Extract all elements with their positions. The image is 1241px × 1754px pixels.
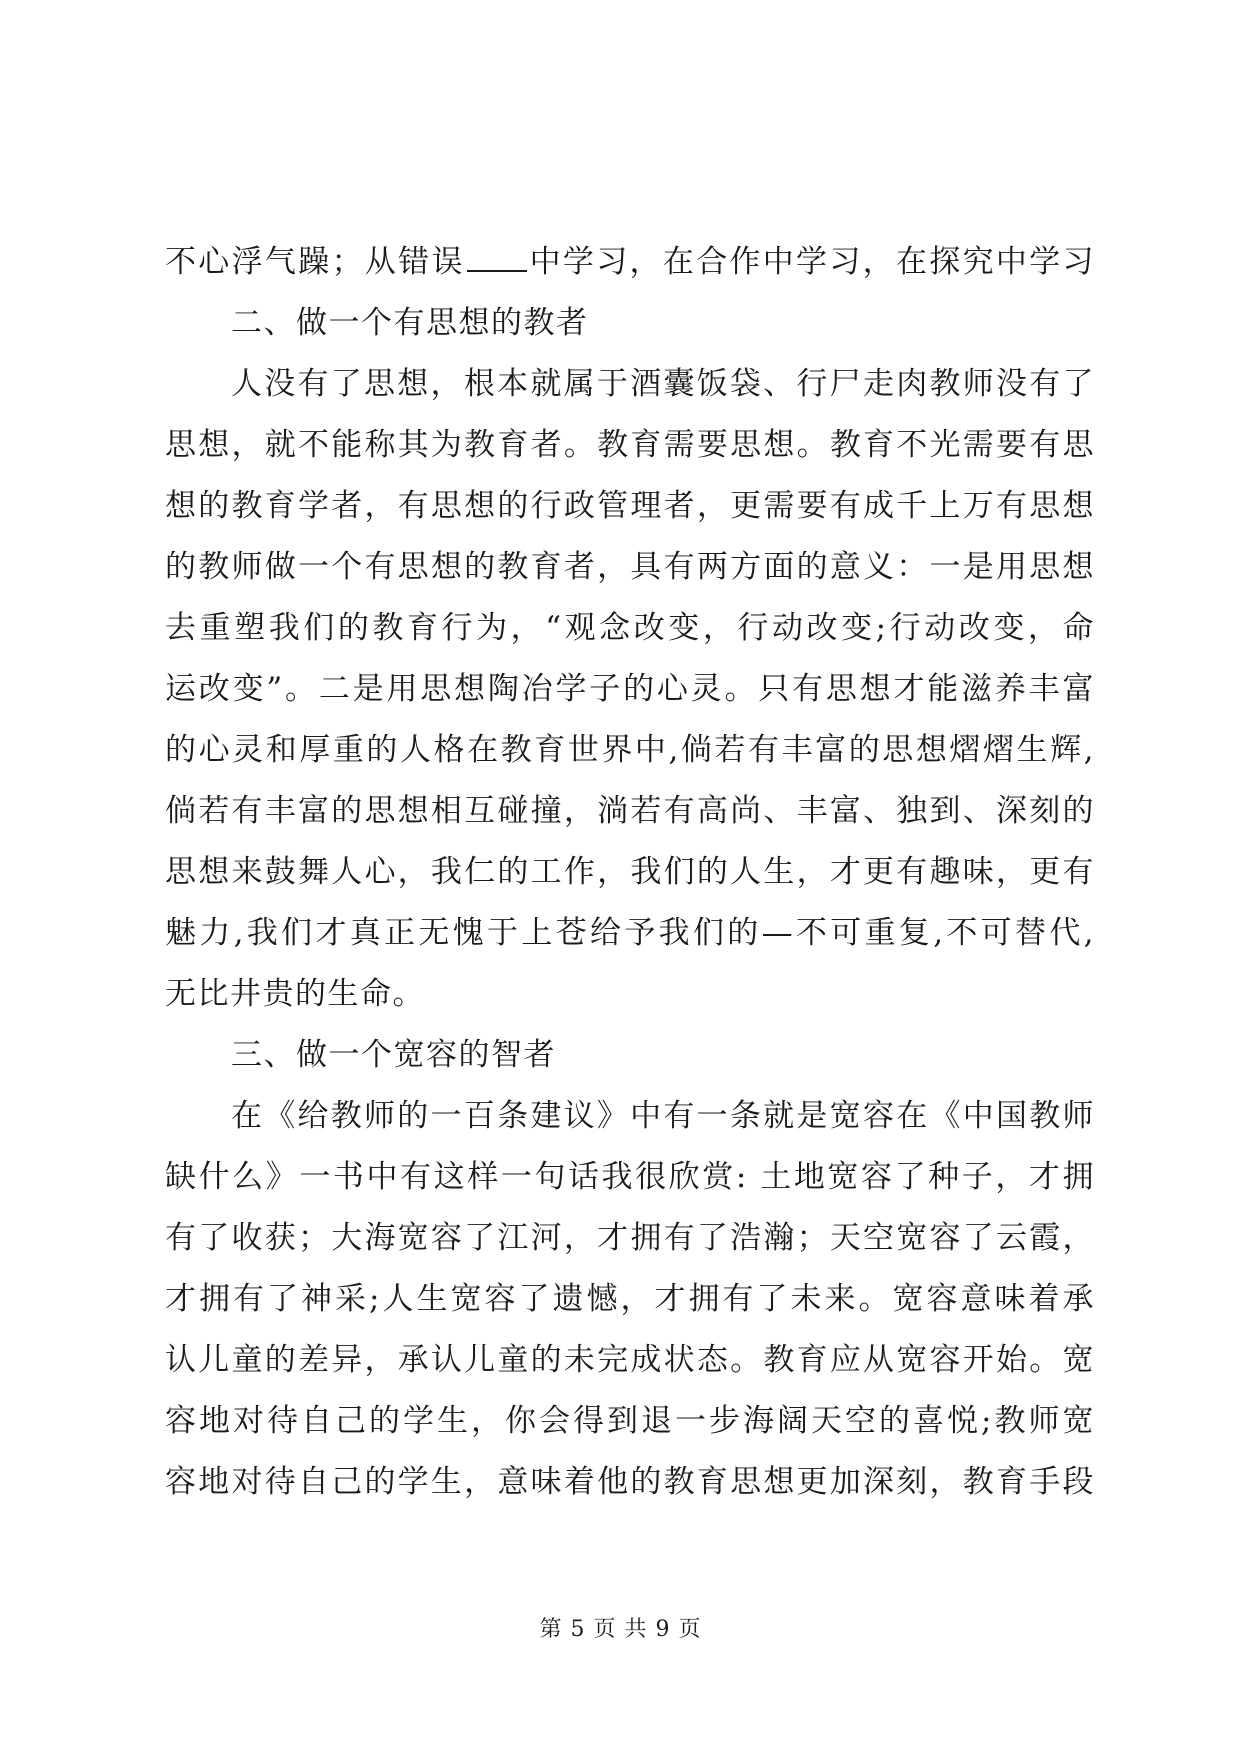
text-line-1-before-blank: 不心浮气躁；从错误 [165, 244, 465, 280]
paragraph-line: 去重塑我们的教育行为，“观念改变，行动改变;行动改变，命 [165, 610, 1095, 646]
text-line-1 [165, 232, 1095, 293]
paragraph-line: 想的教育学者，有思想的行政管理者，更需要有成千上万有思想 [165, 488, 1095, 524]
fill-in-blank [467, 248, 527, 272]
paragraph-line: 魅力,我们才真正无愧于上苍给予我们的—不可重复,不可替代, [165, 915, 1095, 951]
paragraph-line: 才拥有了神采;人生宽容了遗憾，才拥有了未来。宽容意味着承 [165, 1281, 1095, 1317]
paragraph-line: 思想来鼓舞人心，我仁的工作，我们的人生，才更有趣味，更有 [165, 854, 1095, 890]
paragraph-line: 运改变”。二是用思想陶冶学子的心灵。只有思想才能滋养丰富 [165, 671, 1095, 707]
section-heading-3: 三、做一个宽容的智者 [231, 1037, 556, 1073]
page-footer: 第 5 页 共 9 页 [539, 1617, 702, 1642]
paragraph-line: 容地对待自己的学生，你会得到退一步海阔天空的喜悦;教师宽 [165, 1403, 1095, 1439]
paragraph-line: 缺什么》一书中有这样一句话我很欣赏: 土地宽容了种子，才拥 [165, 1159, 1095, 1195]
paragraph-line: 在《给教师的一百条建议》中有一条就是宽容在《中国教师 [231, 1098, 1095, 1134]
paragraph-line: 倘若有丰富的思想相互碰撞，淌若有高尚、丰富、独到、深刻的 [165, 793, 1095, 829]
paragraph-line: 人没有了思想，根本就属于酒囊饭袋、行尸走肉教师没有了 [231, 366, 1095, 402]
paragraph-line: 思想，就不能称其为教育者。教育需要思想。教育不光需要有思 [165, 427, 1095, 463]
paragraph-line: 容地对待自己的学生，意味着他的教育思想更加深刻，教育手段 [165, 1464, 1095, 1500]
paragraph-line: 的心灵和厚重的人格在教育世界中,倘若有丰富的思想熠熠生辉, [165, 732, 1095, 768]
text-line-1-after-blank: 中学习，在合作中学习，在探究中学习 [528, 244, 1095, 280]
paragraph-line: 认儿童的差异，承认儿童的未完成状态。教育应从宽容开始。宽 [165, 1342, 1095, 1378]
paragraph-line: 的教师做一个有思想的教育者，具有两方面的意义：一是用思想 [165, 549, 1095, 585]
paragraph-line: 无比井贵的生命。 [165, 976, 425, 1012]
body-text [165, 232, 1095, 1513]
paragraph-line: 有了收获；大海宽容了江河，才拥有了浩瀚；天空宽容了云霞， [165, 1220, 1095, 1256]
section-heading-2: 二、做一个有思想的教者 [231, 305, 589, 341]
